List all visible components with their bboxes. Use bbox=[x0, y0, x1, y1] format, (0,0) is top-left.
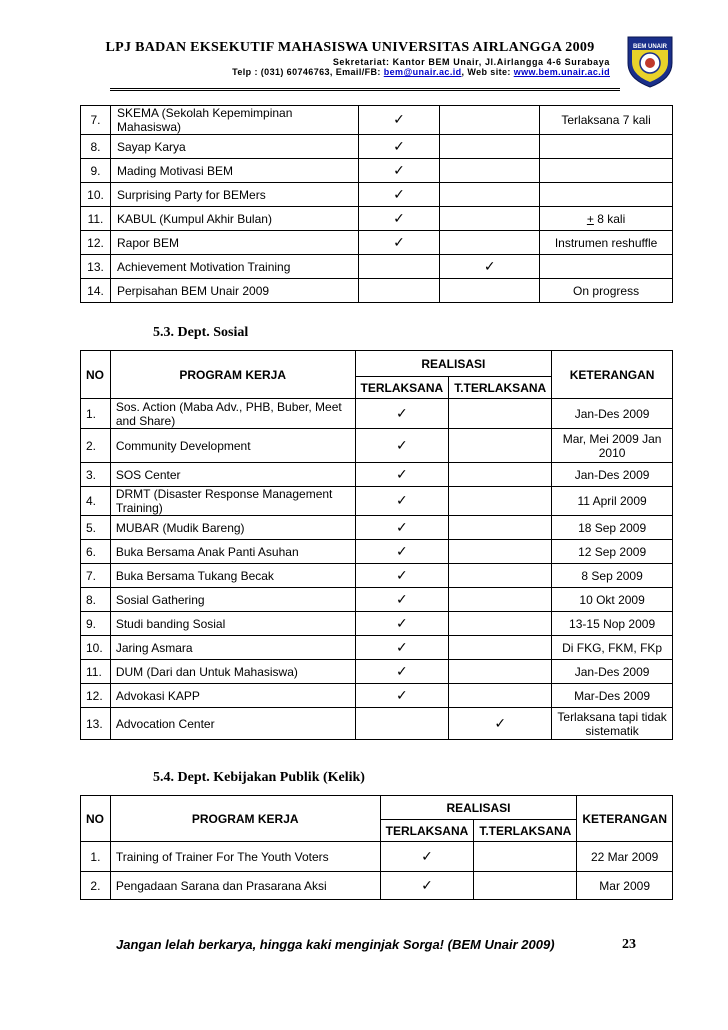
row-tterlaksana bbox=[449, 636, 552, 660]
bem-logo-icon bbox=[622, 33, 678, 89]
table-row bbox=[81, 429, 673, 463]
email-link[interactable]: bem@unair.ac.id bbox=[383, 67, 462, 77]
row-keterangan bbox=[540, 183, 673, 207]
page-footer bbox=[116, 937, 636, 952]
col-terlaksana: TERLAKSANA bbox=[355, 377, 449, 399]
row-terlaksana: ✓ bbox=[380, 842, 474, 872]
row-number: 8. bbox=[81, 135, 111, 159]
table-row bbox=[81, 399, 673, 429]
row-terlaksana: ✓ bbox=[355, 540, 449, 564]
row-tterlaksana bbox=[474, 872, 577, 900]
program-table-sosial bbox=[80, 350, 673, 740]
row-number: 4. bbox=[81, 487, 111, 516]
row-keterangan: Jan-Des 2009 bbox=[552, 399, 673, 429]
col-no: NO bbox=[81, 796, 111, 842]
row-program: Achievement Motivation Training bbox=[110, 255, 358, 279]
row-number: 3. bbox=[81, 463, 111, 487]
row-program: Buka Bersama Tukang Becak bbox=[110, 564, 355, 588]
row-keterangan: Di FKG, FKM, FKp bbox=[552, 636, 673, 660]
row-terlaksana: ✓ bbox=[355, 588, 449, 612]
row-tterlaksana bbox=[449, 487, 552, 516]
row-keterangan: 11 April 2009 bbox=[552, 487, 673, 516]
row-program: MUBAR (Mudik Bareng) bbox=[110, 516, 355, 540]
row-terlaksana: ✓ bbox=[380, 872, 474, 900]
row-tterlaksana bbox=[440, 159, 540, 183]
row-keterangan: Mar, Mei 2009 Jan 2010 bbox=[552, 429, 673, 463]
col-keterangan: KETERANGAN bbox=[552, 351, 673, 399]
table-row bbox=[81, 660, 673, 684]
row-tterlaksana bbox=[449, 588, 552, 612]
row-keterangan: Jan-Des 2009 bbox=[552, 660, 673, 684]
col-terlaksana: TERLAKSANA bbox=[380, 820, 474, 842]
row-number: 13. bbox=[81, 708, 111, 740]
row-terlaksana: ✓ bbox=[358, 231, 440, 255]
row-terlaksana bbox=[358, 255, 440, 279]
row-number: 8. bbox=[81, 588, 111, 612]
row-terlaksana: ✓ bbox=[355, 463, 449, 487]
row-program: DUM (Dari dan Untuk Mahasiswa) bbox=[110, 660, 355, 684]
row-terlaksana: ✓ bbox=[355, 429, 449, 463]
table-row bbox=[81, 463, 673, 487]
row-program: Rapor BEM bbox=[110, 231, 358, 255]
table-row bbox=[81, 279, 673, 303]
row-terlaksana: ✓ bbox=[358, 106, 440, 135]
row-number: 13. bbox=[81, 255, 111, 279]
row-keterangan bbox=[540, 135, 673, 159]
table-row bbox=[81, 636, 673, 660]
row-program: Advocation Center bbox=[110, 708, 355, 740]
row-number: 10. bbox=[81, 636, 111, 660]
row-number: 2. bbox=[81, 429, 111, 463]
website-link[interactable]: www.bem.unair.ac.id bbox=[513, 67, 610, 77]
row-keterangan: Jan-Des 2009 bbox=[552, 463, 673, 487]
row-keterangan: Mar-Des 2009 bbox=[552, 684, 673, 708]
table-row bbox=[81, 255, 673, 279]
row-program: KABUL (Kumpul Akhir Bulan) bbox=[110, 207, 358, 231]
row-terlaksana: ✓ bbox=[355, 516, 449, 540]
footer-motto: Jangan lelah berkarya, hingga kaki menginjak Sorga! (BEM Unair 2009) bbox=[116, 937, 555, 952]
table-row bbox=[81, 487, 673, 516]
col-realisasi: REALISASI bbox=[355, 351, 552, 377]
row-tterlaksana bbox=[449, 429, 552, 463]
row-tterlaksana: ✓ bbox=[449, 708, 552, 740]
row-program: Buka Bersama Anak Panti Asuhan bbox=[110, 540, 355, 564]
row-program: Perpisahan BEM Unair 2009 bbox=[110, 279, 358, 303]
row-terlaksana: ✓ bbox=[355, 684, 449, 708]
row-tterlaksana bbox=[449, 516, 552, 540]
row-number: 14. bbox=[81, 279, 111, 303]
row-program: Sosial Gathering bbox=[110, 588, 355, 612]
row-number: 12. bbox=[81, 231, 111, 255]
table-row bbox=[81, 684, 673, 708]
row-number: 5. bbox=[81, 516, 111, 540]
row-number: 7. bbox=[81, 564, 111, 588]
row-tterlaksana bbox=[440, 135, 540, 159]
col-program: PROGRAM KERJA bbox=[110, 351, 355, 399]
col-realisasi: REALISASI bbox=[380, 796, 577, 820]
row-keterangan: 12 Sep 2009 bbox=[552, 540, 673, 564]
contact-prefix: Telp : (031) 60746763, Email/FB: bbox=[232, 67, 384, 77]
row-keterangan: Terlaksana tapi tidak sistematik bbox=[552, 708, 673, 740]
row-program: Community Development bbox=[110, 429, 355, 463]
row-keterangan: Instrumen reshuffle bbox=[540, 231, 673, 255]
row-keterangan: Mar 2009 bbox=[577, 872, 673, 900]
row-tterlaksana bbox=[440, 231, 540, 255]
table-row bbox=[81, 207, 673, 231]
logo-text: BEM UNAIR bbox=[633, 44, 667, 50]
header-address: Sekretariat: Kantor BEM Unair, Jl.Airlangga 4-6 Surabaya bbox=[332, 57, 610, 67]
row-program: Sayap Karya bbox=[110, 135, 358, 159]
row-keterangan bbox=[540, 207, 673, 231]
row-program: Sos. Action (Maba Adv., PHB, Buber, Meet and Share) bbox=[110, 399, 355, 429]
note-text: 8 kali bbox=[593, 211, 626, 226]
table-row bbox=[81, 231, 673, 255]
row-program: SKEMA (Sekolah Kepemimpinan Mahasiswa) bbox=[110, 106, 358, 135]
row-program: Advokasi KAPP bbox=[110, 684, 355, 708]
row-keterangan: 13-15 Nop 2009 bbox=[552, 612, 673, 636]
program-table-kelik bbox=[80, 795, 673, 900]
row-number: 1. bbox=[81, 399, 111, 429]
table-row bbox=[81, 588, 673, 612]
row-tterlaksana bbox=[440, 183, 540, 207]
page-number: 23 bbox=[622, 937, 636, 952]
row-keterangan: 18 Sep 2009 bbox=[552, 516, 673, 540]
row-program: Jaring Asmara bbox=[110, 636, 355, 660]
col-no: NO bbox=[81, 351, 111, 399]
row-keterangan: 8 Sep 2009 bbox=[552, 564, 673, 588]
row-number: 10. bbox=[81, 183, 111, 207]
row-terlaksana: ✓ bbox=[355, 636, 449, 660]
col-tterlaksana: T.TERLAKSANA bbox=[474, 820, 577, 842]
row-number: 11. bbox=[81, 660, 111, 684]
row-tterlaksana bbox=[449, 399, 552, 429]
table-row bbox=[81, 540, 673, 564]
row-keterangan: 10 Okt 2009 bbox=[552, 588, 673, 612]
table-row bbox=[81, 842, 673, 872]
table-row bbox=[81, 106, 673, 135]
table-row bbox=[81, 612, 673, 636]
row-terlaksana: ✓ bbox=[355, 564, 449, 588]
row-keterangan bbox=[540, 159, 673, 183]
row-terlaksana: ✓ bbox=[358, 207, 440, 231]
table-row bbox=[81, 708, 673, 740]
row-tterlaksana bbox=[440, 207, 540, 231]
col-keterangan: KETERANGAN bbox=[577, 796, 673, 842]
table-row bbox=[81, 159, 673, 183]
row-number: 7. bbox=[81, 106, 111, 135]
row-terlaksana bbox=[358, 279, 440, 303]
col-tterlaksana: T.TERLAKSANA bbox=[449, 377, 552, 399]
row-number: 9. bbox=[81, 612, 111, 636]
row-tterlaksana bbox=[449, 660, 552, 684]
row-number: 12. bbox=[81, 684, 111, 708]
table-row bbox=[81, 564, 673, 588]
web-prefix: , Web site: bbox=[461, 67, 514, 77]
plus-minus-sign: + bbox=[586, 211, 594, 226]
section-heading-sosial: 5.3. Dept. Sosial bbox=[153, 325, 249, 340]
row-tterlaksana bbox=[449, 684, 552, 708]
row-program: Surprising Party for BEMers bbox=[110, 183, 358, 207]
header-rule-double bbox=[110, 90, 620, 91]
row-program: DRMT (Disaster Response Management Training) bbox=[110, 487, 355, 516]
table-row bbox=[81, 516, 673, 540]
row-tterlaksana bbox=[449, 463, 552, 487]
row-program: Training of Trainer For The Youth Voters bbox=[110, 842, 380, 872]
row-terlaksana: ✓ bbox=[358, 183, 440, 207]
header-title: LPJ BADAN EKSEKUTIF MAHASISWA UNIVERSITAS AIRLANGGA 2009 bbox=[105, 40, 595, 55]
table-row bbox=[81, 872, 673, 900]
row-tterlaksana bbox=[440, 106, 540, 135]
row-terlaksana: ✓ bbox=[355, 612, 449, 636]
row-keterangan: On progress bbox=[540, 279, 673, 303]
table-row bbox=[81, 183, 673, 207]
row-terlaksana: ✓ bbox=[358, 135, 440, 159]
row-program: SOS Center bbox=[110, 463, 355, 487]
page-header bbox=[105, 40, 610, 77]
col-program: PROGRAM KERJA bbox=[110, 796, 380, 842]
row-number: 6. bbox=[81, 540, 111, 564]
row-terlaksana: ✓ bbox=[355, 399, 449, 429]
header-rule bbox=[110, 88, 620, 89]
row-program: Pengadaan Sarana dan Prasarana Aksi bbox=[110, 872, 380, 900]
row-tterlaksana: ✓ bbox=[440, 255, 540, 279]
row-tterlaksana bbox=[449, 564, 552, 588]
row-number: 1. bbox=[81, 842, 111, 872]
row-terlaksana: ✓ bbox=[358, 159, 440, 183]
row-tterlaksana bbox=[449, 612, 552, 636]
table-row bbox=[81, 135, 673, 159]
program-table-continued bbox=[80, 105, 673, 303]
row-terlaksana bbox=[355, 708, 449, 740]
row-terlaksana: ✓ bbox=[355, 487, 449, 516]
row-tterlaksana bbox=[440, 279, 540, 303]
row-program: Mading Motivasi BEM bbox=[110, 159, 358, 183]
header-contact bbox=[110, 67, 610, 77]
row-tterlaksana bbox=[449, 540, 552, 564]
row-keterangan bbox=[540, 255, 673, 279]
row-program: Studi banding Sosial bbox=[110, 612, 355, 636]
row-terlaksana: ✓ bbox=[355, 660, 449, 684]
row-number: 2. bbox=[81, 872, 111, 900]
row-keterangan: Terlaksana 7 kali bbox=[540, 106, 673, 135]
row-number: 9. bbox=[81, 159, 111, 183]
section-heading-kelik: 5.4. Dept. Kebijakan Publik (Kelik) bbox=[153, 770, 365, 785]
row-tterlaksana bbox=[474, 842, 577, 872]
row-number: 11. bbox=[81, 207, 111, 231]
row-keterangan: 22 Mar 2009 bbox=[577, 842, 673, 872]
